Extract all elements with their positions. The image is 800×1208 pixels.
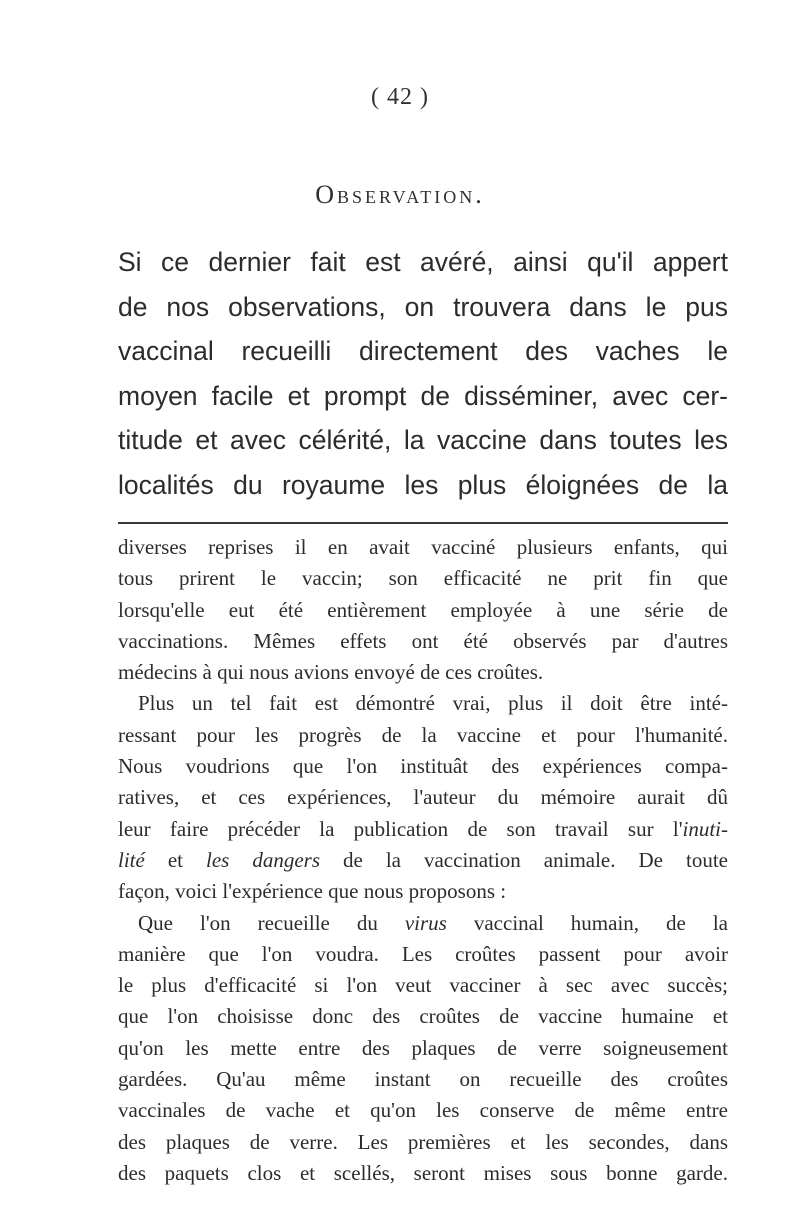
page-number: ( 42 ) <box>371 84 429 110</box>
footnote-line-21: des paquets clos et scellés, seront mises sous bonne garde. <box>118 1160 728 1185</box>
footnote-line-10-italic: inuti- <box>682 816 728 841</box>
footnote-line-6: Plus un tel fait est démontré vrai, plus il doit être inté- <box>138 691 728 716</box>
main-line-6: localités du royaume les plus éloignées de la <box>118 469 728 500</box>
footnote-line-15: le plus d'efficacité si l'on veut vacciner à sec avec succès; <box>118 973 728 998</box>
footnote-line-3: lorsqu'elle eut été entièrement employée à une série de <box>118 597 728 622</box>
footnote <box>118 532 728 1189</box>
footnote-line-1: diverses reprises il en avait vacciné plusieurs enfants, qui <box>118 535 728 559</box>
footnote-line-11-italic-b: les dangers <box>206 847 320 872</box>
footnote-line-12: façon, voici l'expérience que nous proposons : <box>118 879 507 904</box>
footnote-line-20: des plaques de verre. Les premières et les secondes, dans <box>118 1129 728 1154</box>
footnote-line-10-text: leur faire précéder la publication de son travail sur l' <box>118 816 683 841</box>
main-line-5: titude et avec célérité, la vaccine dans toutes les <box>118 425 728 455</box>
footnote-line-7: ressant pour les progrès de la vaccine et pour l'humanité. <box>118 722 728 747</box>
footnote-line-8: Nous voudrions que l'on instituât des expériences compa- <box>118 754 728 779</box>
main-line-1: Si ce dernier fait est avéré, ainsi qu'il appert <box>118 247 728 277</box>
footnote-line-13 <box>118 908 728 939</box>
footnote-divider <box>118 522 728 524</box>
footnote-line-16: que l'on choisisse donc des croûtes de vaccine humaine et <box>118 1004 728 1029</box>
footnote-line-10 <box>118 814 728 845</box>
main-line-4: moyen facile et prompt de disséminer, avec cer- <box>118 380 728 411</box>
section-title: Observation. <box>315 180 485 209</box>
footnote-line-14: manière que l'on voudra. Les croûtes passent pour avoir <box>118 941 728 966</box>
main-line-2: de nos observations, on trouvera dans le pus <box>118 291 728 322</box>
footnote-line-11-italic-a: lité <box>118 847 145 872</box>
footnote-line-11-rest: de la vaccination animale. De toute <box>320 847 728 872</box>
footnote-line-11-mid: et <box>144 847 206 872</box>
footnote-line-9: ratives, et ces expériences, l'auteur du mémoire aurait dû <box>118 785 728 810</box>
footnote-line-5: médecins à qui nous avions envoyé de ces croûtes. <box>118 660 544 685</box>
main-paragraph <box>118 240 728 507</box>
footnote-line-18: gardées. Qu'au même instant on recueille des croûtes <box>118 1067 728 1092</box>
footnote-line-19: vaccinales de vache et qu'on les conserve de même entre <box>118 1098 728 1123</box>
footnote-line-13-b: vaccinal humain, de la <box>446 910 728 935</box>
footnote-line-2: tous prirent le vaccin; son efficacité ne prit fin que <box>118 566 728 591</box>
footnote-line-13-italic: virus <box>404 910 447 935</box>
footnote-line-4: vaccinations. Mêmes effets ont été observés par d'autres <box>118 628 728 653</box>
main-line-3: vaccinal recueilli directement des vaches le <box>118 336 728 366</box>
footnote-line-11 <box>118 845 728 876</box>
footnote-line-17: qu'on les mette entre des plaques de verre soigneusement <box>118 1035 728 1060</box>
footnote-line-13-a: Que l'on recueille du <box>138 910 405 935</box>
